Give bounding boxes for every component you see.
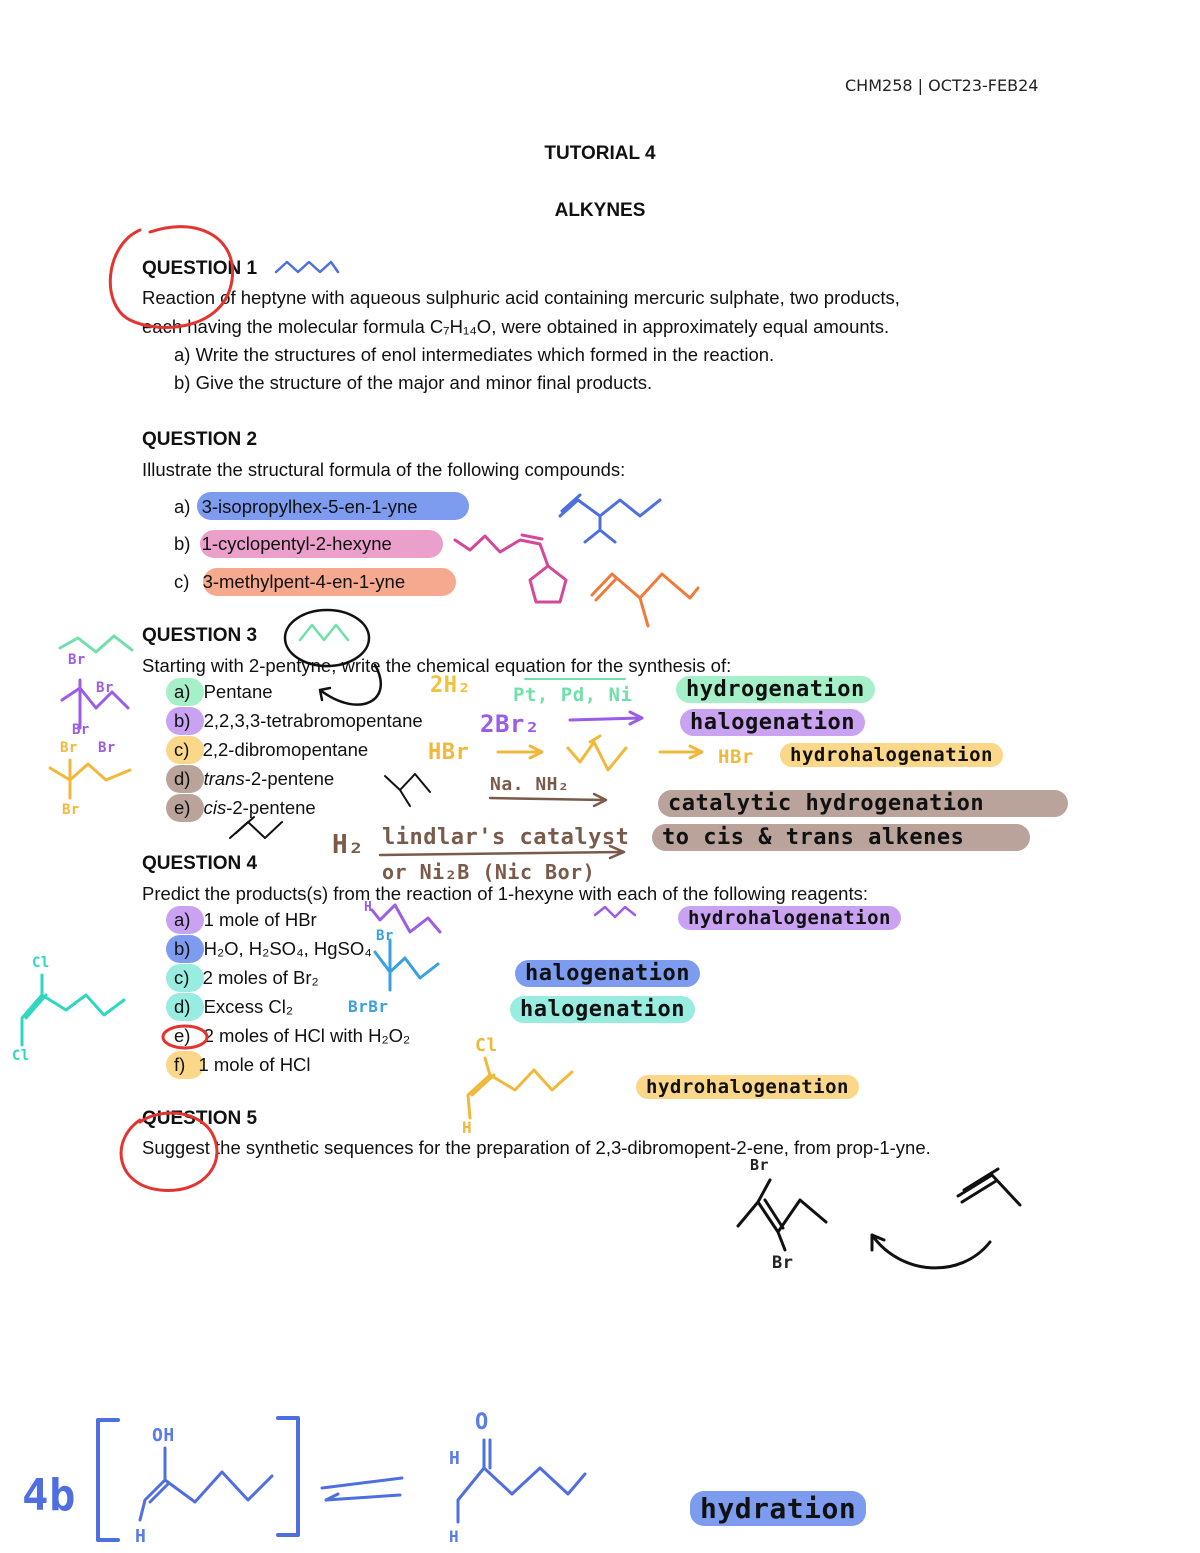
note-2h2: 2H₂ [430, 673, 472, 698]
structure-left-1 [60, 636, 132, 652]
q2-intro: Illustrate the structural formula of the following compounds: [142, 459, 626, 480]
note-hbr-2: HBr [718, 746, 754, 768]
note-ni2b: or Ni₂B (Nic Bor) [382, 860, 596, 884]
label-br-left-6: Br [62, 802, 80, 818]
note-2br2: 2Br₂ [480, 710, 540, 738]
red-circle-q5 [121, 1113, 217, 1191]
label-br-left-3: Br [72, 722, 90, 738]
q3-part-a: a) Pentane [174, 681, 273, 702]
structure-q3e [230, 817, 282, 838]
label-cl-q4d-2: Cl [12, 1048, 30, 1064]
page-title: TUTORIAL 4 [544, 143, 656, 164]
label-br-q4c: Br [376, 928, 394, 944]
q2-part-a: a) 3-isopropylhex-5-en-1-yne [174, 496, 418, 517]
structure-q4a [372, 905, 440, 932]
q1-part-a: a) Write the structures of enol intermediates which formed in the reaction. [174, 344, 775, 365]
label-brbr-q4c: BrBr [348, 997, 389, 1016]
q4-part-a: a) 1 mole of HBr [174, 909, 317, 930]
red-circle-q4e [163, 1026, 207, 1048]
page-subtitle: ALKYNES [554, 200, 646, 221]
structure-enol [140, 1448, 272, 1520]
q3-part-b: b) 2,2,3,3-tetrabromopentane [174, 710, 423, 731]
note-to-cis-trans: to cis & trans alkenes [652, 824, 1030, 851]
arrow-yellow-2 [660, 746, 702, 758]
course-header: CHM258 | OCT23-FEB24 [845, 76, 1039, 95]
structure-ketone [458, 1440, 585, 1522]
zigzag-q1 [276, 262, 338, 272]
label-o: O [475, 1410, 489, 1435]
q4-part-b: b) H₂O, H₂SO₄, HgSO₄ [174, 938, 372, 959]
label-cl-q4d-1: Cl [32, 955, 50, 971]
q5-heading: QUESTION 5 [142, 1108, 258, 1129]
label-h-b: H [449, 1527, 460, 1546]
label-br-q5a: Br [750, 1156, 770, 1174]
note-hydrohalogenation-3: hydrohalogenation [636, 1075, 859, 1099]
q4-heading: QUESTION 4 [142, 853, 258, 874]
structure-q3c [568, 736, 626, 770]
note-catalytic: catalytic hydrogenation [658, 790, 1068, 817]
note-pt-pd-ni: Pt, Pd, Ni [513, 684, 633, 706]
structure-q2b [455, 535, 566, 602]
note-4b: 4b [22, 1470, 76, 1521]
label-h-c: H [135, 1526, 147, 1547]
structure-left-3 [50, 760, 130, 798]
note-hydrohalogenation: hydrohalogenation [780, 743, 1003, 767]
arrow-black-q3 [320, 665, 381, 705]
q3-part-c: c) 2,2-dibromopentane [174, 739, 369, 760]
label-br-q5b: Br [772, 1253, 794, 1273]
note-halogenation-2: halogenation [515, 960, 700, 987]
q4-part-d: d) Excess Cl₂ [174, 996, 294, 1017]
note-h2: H₂ [332, 830, 365, 860]
label-cl-q4f: Cl [475, 1035, 498, 1056]
note-halogenation-3: halogenation [510, 996, 695, 1023]
structure-q4c [375, 940, 438, 990]
q4-part-c: c) 2 moles of Br₂ [174, 967, 319, 988]
q4-part-e: e) 2 moles of HCl with H₂O₂ [174, 1025, 411, 1046]
note-lindlar: lindlar's catalyst [382, 825, 630, 850]
structure-q4d [22, 975, 124, 1045]
zigzag-q3 [300, 625, 348, 640]
q3-heading: QUESTION 3 [142, 625, 258, 646]
arrow-brown-2 [380, 846, 624, 858]
q4-part-f: f) 1 mole of HCl [174, 1054, 311, 1075]
structure-q5-product [738, 1180, 826, 1250]
note-halogenation: halogenation [680, 709, 865, 736]
note-na-nh2: Na. NH₂ [490, 774, 570, 795]
note-hydrogenation: hydrogenation [676, 676, 875, 703]
q2-heading: QUESTION 2 [142, 429, 258, 450]
arrow-purple [570, 712, 642, 724]
q1-line1: Reaction of heptyne with aqueous sulphuric acid containing mercuric sulphate, two products, [142, 287, 900, 308]
q1-line2: each having the molecular formula C₇H₁₄O, were obtained in approximately equal amounts. [142, 316, 890, 337]
label-h-a: H [449, 1448, 461, 1469]
structure-q4f [468, 1058, 572, 1118]
arrow-q5 [872, 1235, 990, 1268]
structure-q3d [385, 774, 430, 806]
zigzag-q4a [595, 907, 635, 917]
arrow-brown-1 [490, 794, 606, 806]
q3-part-e: e) cis-2-pentene [174, 797, 316, 818]
bracket-right [278, 1418, 298, 1535]
label-oh: OH [152, 1425, 175, 1446]
q3-intro: Starting with 2-pentyne, write the chemical equation for the synthesis of: [142, 655, 732, 676]
label-h-q4a: H [364, 900, 373, 915]
red-circle-q1 [110, 227, 232, 328]
label-h-q4f: H [462, 1118, 473, 1137]
q2-part-c: c) 3-methylpent-4-en-1-yne [174, 571, 406, 592]
bracket-left [98, 1420, 118, 1540]
label-br-left-2: Br [96, 680, 114, 696]
q4-intro: Predict the products(s) from the reaction of 1-hexyne with each of the following reagents: [142, 883, 868, 904]
structure-left-2 [62, 680, 128, 728]
note-hbr: HBr [428, 740, 470, 765]
equilibrium-arrow [322, 1478, 402, 1500]
structure-q5-propyne [958, 1169, 1020, 1205]
q1-part-b: b) Give the structure of the major and minor final products. [174, 372, 653, 393]
label-br-left-1: Br [68, 652, 86, 668]
note-hydration: hydration [690, 1491, 866, 1526]
label-br-left-4: Br [60, 740, 78, 756]
structure-q2a [560, 495, 660, 542]
q2-part-b: b) 1-cyclopentyl-2-hexyne [174, 533, 392, 554]
label-br-left-5: Br [98, 740, 116, 756]
q5-text: Suggest the synthetic sequences for the preparation of 2,3-dibromopent-2-ene, from prop-1-yne. [142, 1137, 931, 1158]
q1-heading: QUESTION 1 [142, 258, 258, 279]
structure-q2c [592, 574, 698, 626]
arrow-yellow-1 [498, 746, 542, 758]
q3-part-d: d) trans-2-pentene [174, 768, 335, 789]
note-hydrohalogenation-2: hydrohalogenation [678, 906, 901, 930]
